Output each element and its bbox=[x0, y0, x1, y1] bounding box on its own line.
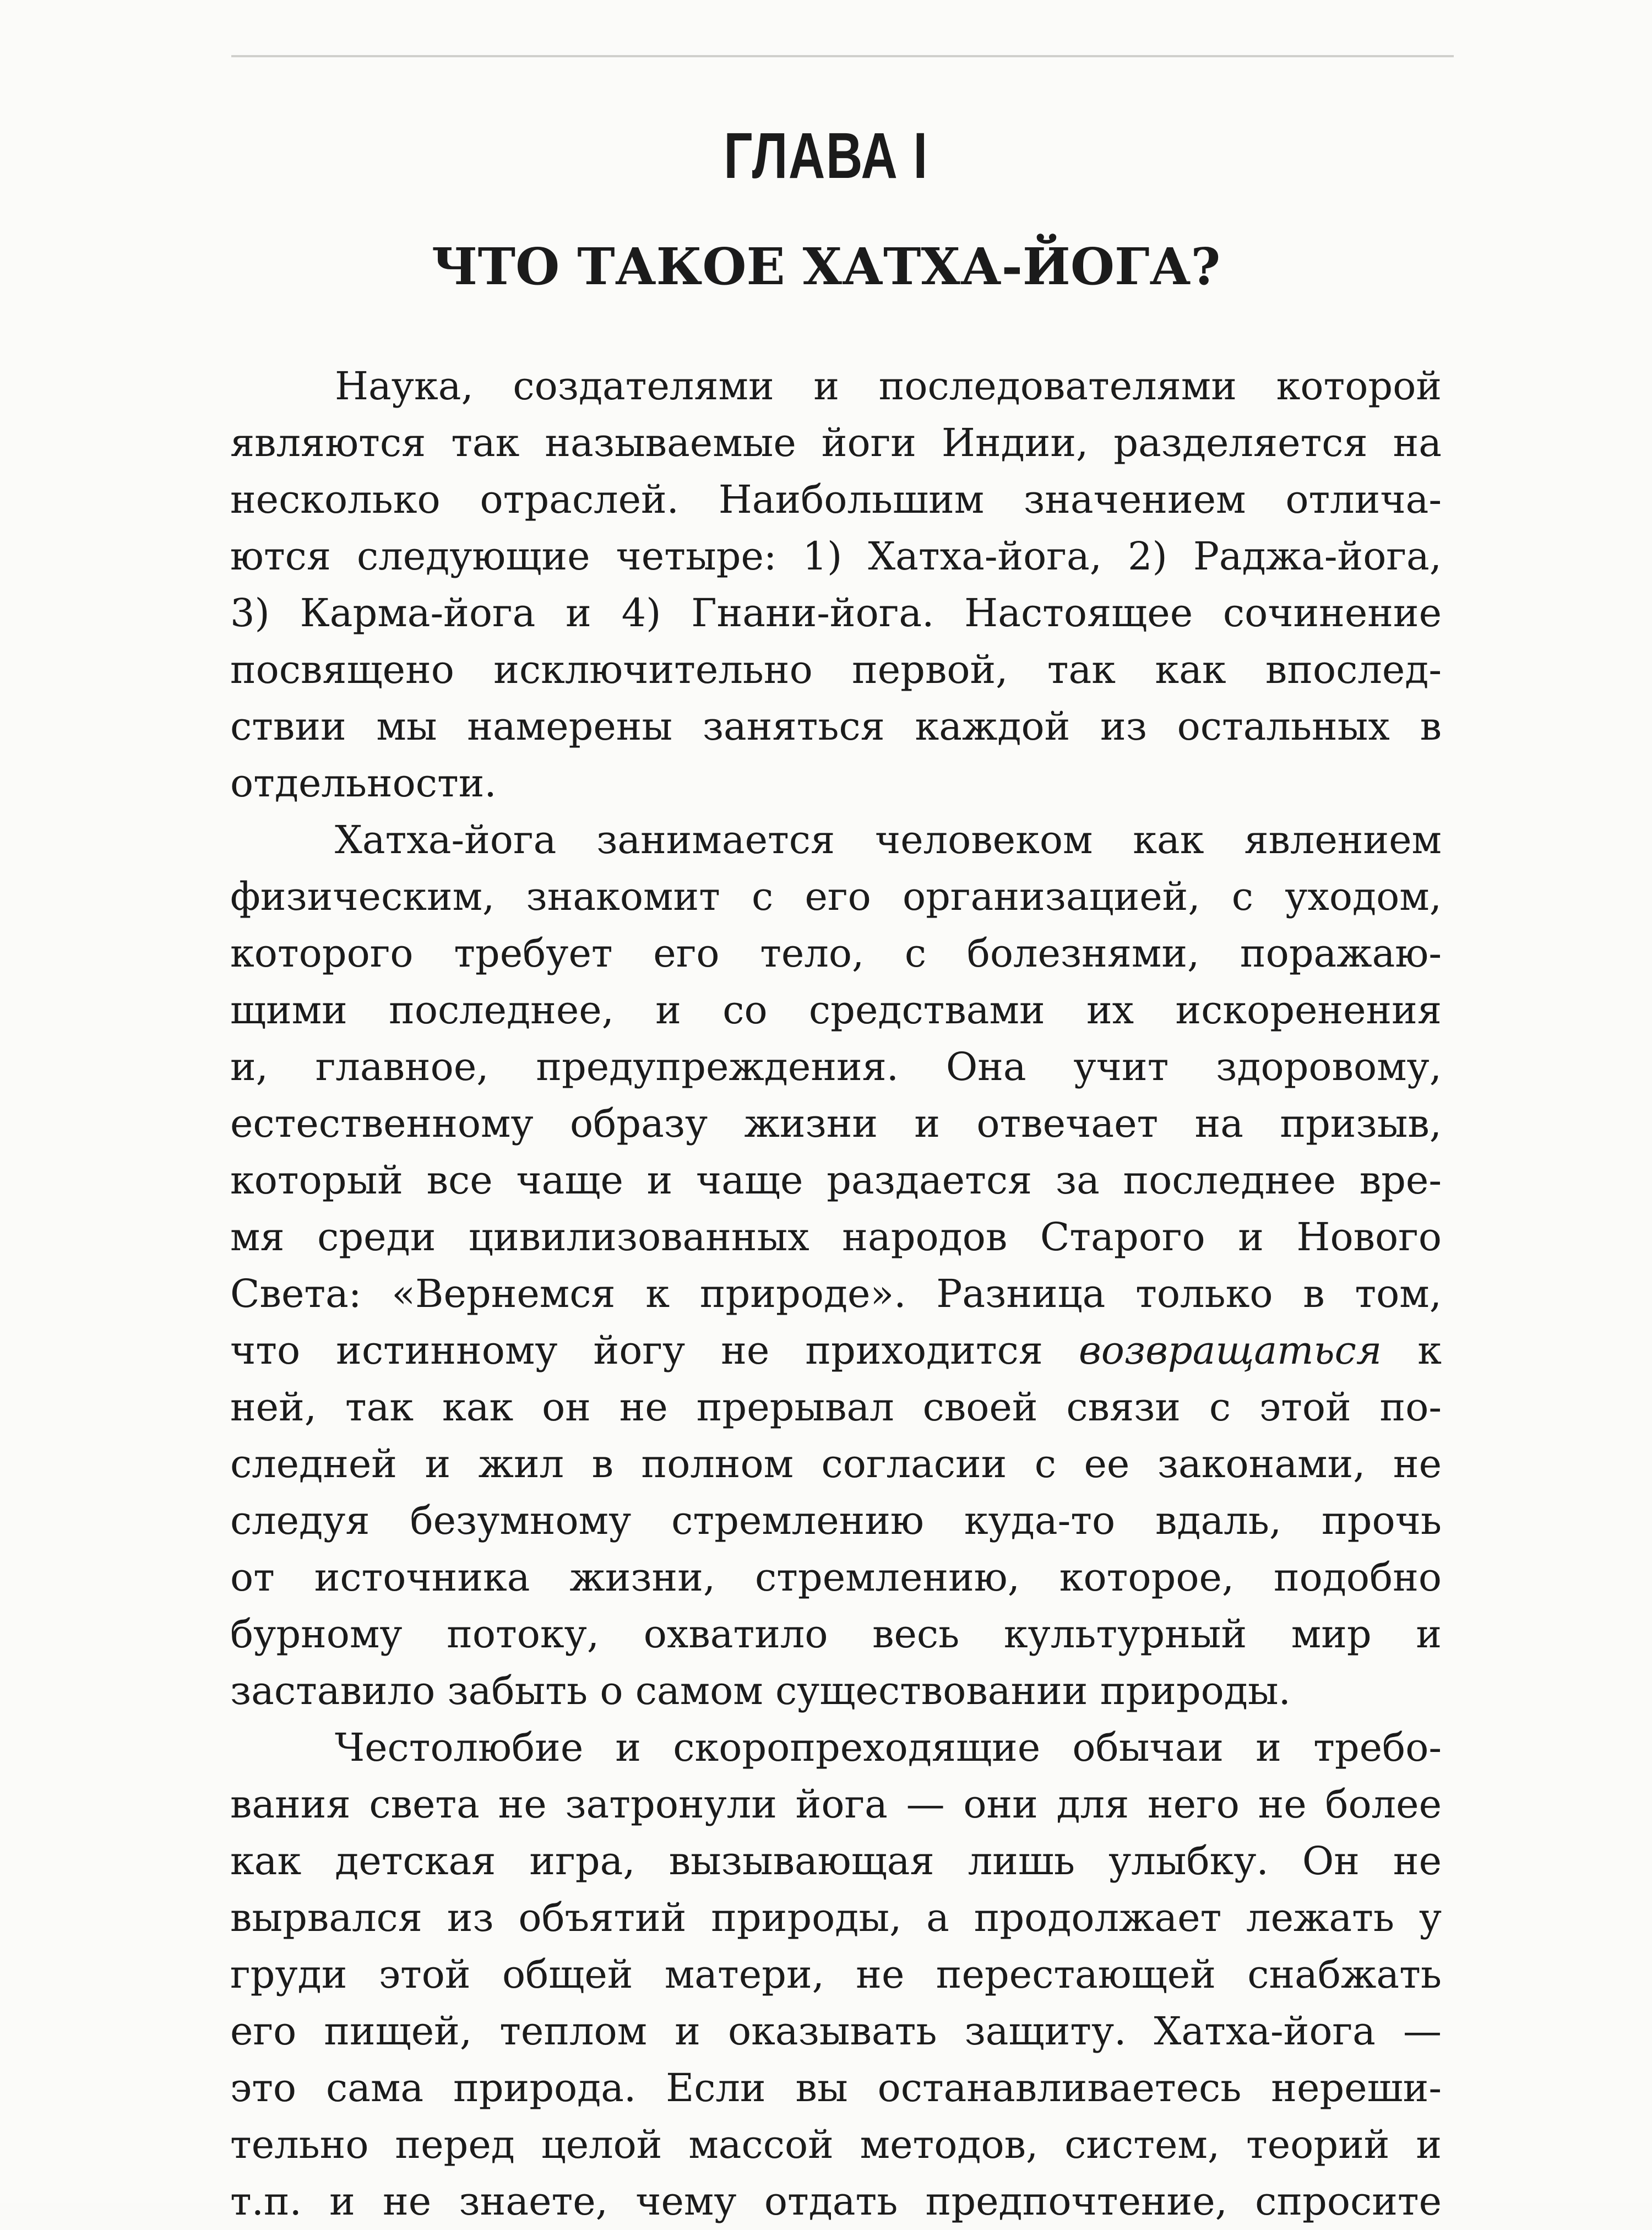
text-line: и, главное, предупреждения. Она учит здоровому, bbox=[230, 1044, 1442, 1089]
header-rule bbox=[231, 55, 1454, 57]
text-line: как детская игра, вызывающая лишь улыбку. Он не bbox=[230, 1838, 1442, 1884]
text-line: заставило забыть о самом существовании природы. bbox=[230, 1668, 1291, 1713]
text-line: следуя безумному стремлению куда-то вдаль, прочь bbox=[230, 1498, 1442, 1543]
text-line: который все чаще и чаще раздается за последнее вре- bbox=[230, 1158, 1442, 1203]
text-line: 3) Карма-йога и 4) Гнани-йога. Настоящее сочинение bbox=[230, 590, 1442, 636]
text-segment: к bbox=[1382, 1328, 1442, 1373]
text-line: Честолюбие и скоропреходящие обычаи и требо- bbox=[335, 1725, 1442, 1770]
text-segment: что истинному йогу не приходится bbox=[230, 1328, 1079, 1373]
text-line: несколько отраслей. Наибольшим значением отлича- bbox=[230, 477, 1442, 522]
text-line: вания света не затронули йога — они для него не более bbox=[230, 1782, 1442, 1827]
text-line: ются следующие четыре: 1) Хатха-йога, 2) Раджа-йога, bbox=[230, 534, 1442, 579]
text-line: естественному образу жизни и отвечает на призыв, bbox=[230, 1101, 1442, 1146]
text-line: следней и жил в полном согласии с ее законами, не bbox=[230, 1441, 1442, 1486]
text-line: физическим, знакомит с его организацией, с уходом, bbox=[230, 874, 1442, 919]
text-line: это сама природа. Если вы останавливаетесь нереши- bbox=[230, 2065, 1442, 2110]
text-line: т.п. и не знаете, чему отдать предпочтение, спросите bbox=[230, 2179, 1442, 2224]
text-line: которого требует его тело, с болезнями, поражаю- bbox=[230, 931, 1442, 976]
text-line: щими последнее, и со средствами их искоренения bbox=[230, 988, 1442, 1033]
text-line: мя среди цивилизованных народов Старого и Нового bbox=[230, 1214, 1442, 1260]
text-line: Наука, создателями и последователями которой bbox=[335, 363, 1442, 409]
text-line: Хатха-йога занимается человеком как явлением bbox=[335, 817, 1442, 862]
text-line: посвящено исключительно первой, так как впослед- bbox=[230, 647, 1442, 692]
text-line: бурному потоку, охватило весь культурный мир и bbox=[230, 1612, 1442, 1657]
text-line: вырвался из объятий природы, а продолжает лежать у bbox=[230, 1895, 1442, 1940]
text-line: Света: «Вернемся к природе». Разница только в том, bbox=[230, 1271, 1442, 1316]
text-line: груди этой общей матери, не перестающей снабжать bbox=[230, 1952, 1442, 1997]
text-line: тельно перед целой массой методов, систем, теорий и bbox=[230, 2122, 1442, 2167]
text-line: ней, так как он не прерывал своей связи с этой по- bbox=[230, 1385, 1442, 1430]
paragraph-1 bbox=[230, 358, 1442, 812]
text-line: его пищей, теплом и оказывать защиту. Хатха-йога — bbox=[230, 2009, 1442, 2054]
chapter-subtitle: ЧТО ТАКОЕ ХАТХА-ЙОГА? bbox=[431, 237, 1221, 296]
text-line: являются так называемые йоги Индии, разделяется на bbox=[230, 420, 1442, 465]
emphasis-word: возвращаться bbox=[1079, 1328, 1382, 1373]
text-line-with-emphasis bbox=[230, 1322, 1442, 1379]
paragraph-2 bbox=[230, 812, 1442, 1719]
text-line: от источника жизни, стремлению, которое, подобно bbox=[230, 1555, 1442, 1600]
paragraph-3 bbox=[230, 1719, 1442, 2230]
text-line: ствии мы намерены заняться каждой из остальных в bbox=[230, 704, 1442, 749]
text-line: отдельности. bbox=[230, 761, 497, 806]
body-text bbox=[230, 358, 1442, 2230]
chapter-title: ГЛАВА I bbox=[724, 120, 928, 192]
